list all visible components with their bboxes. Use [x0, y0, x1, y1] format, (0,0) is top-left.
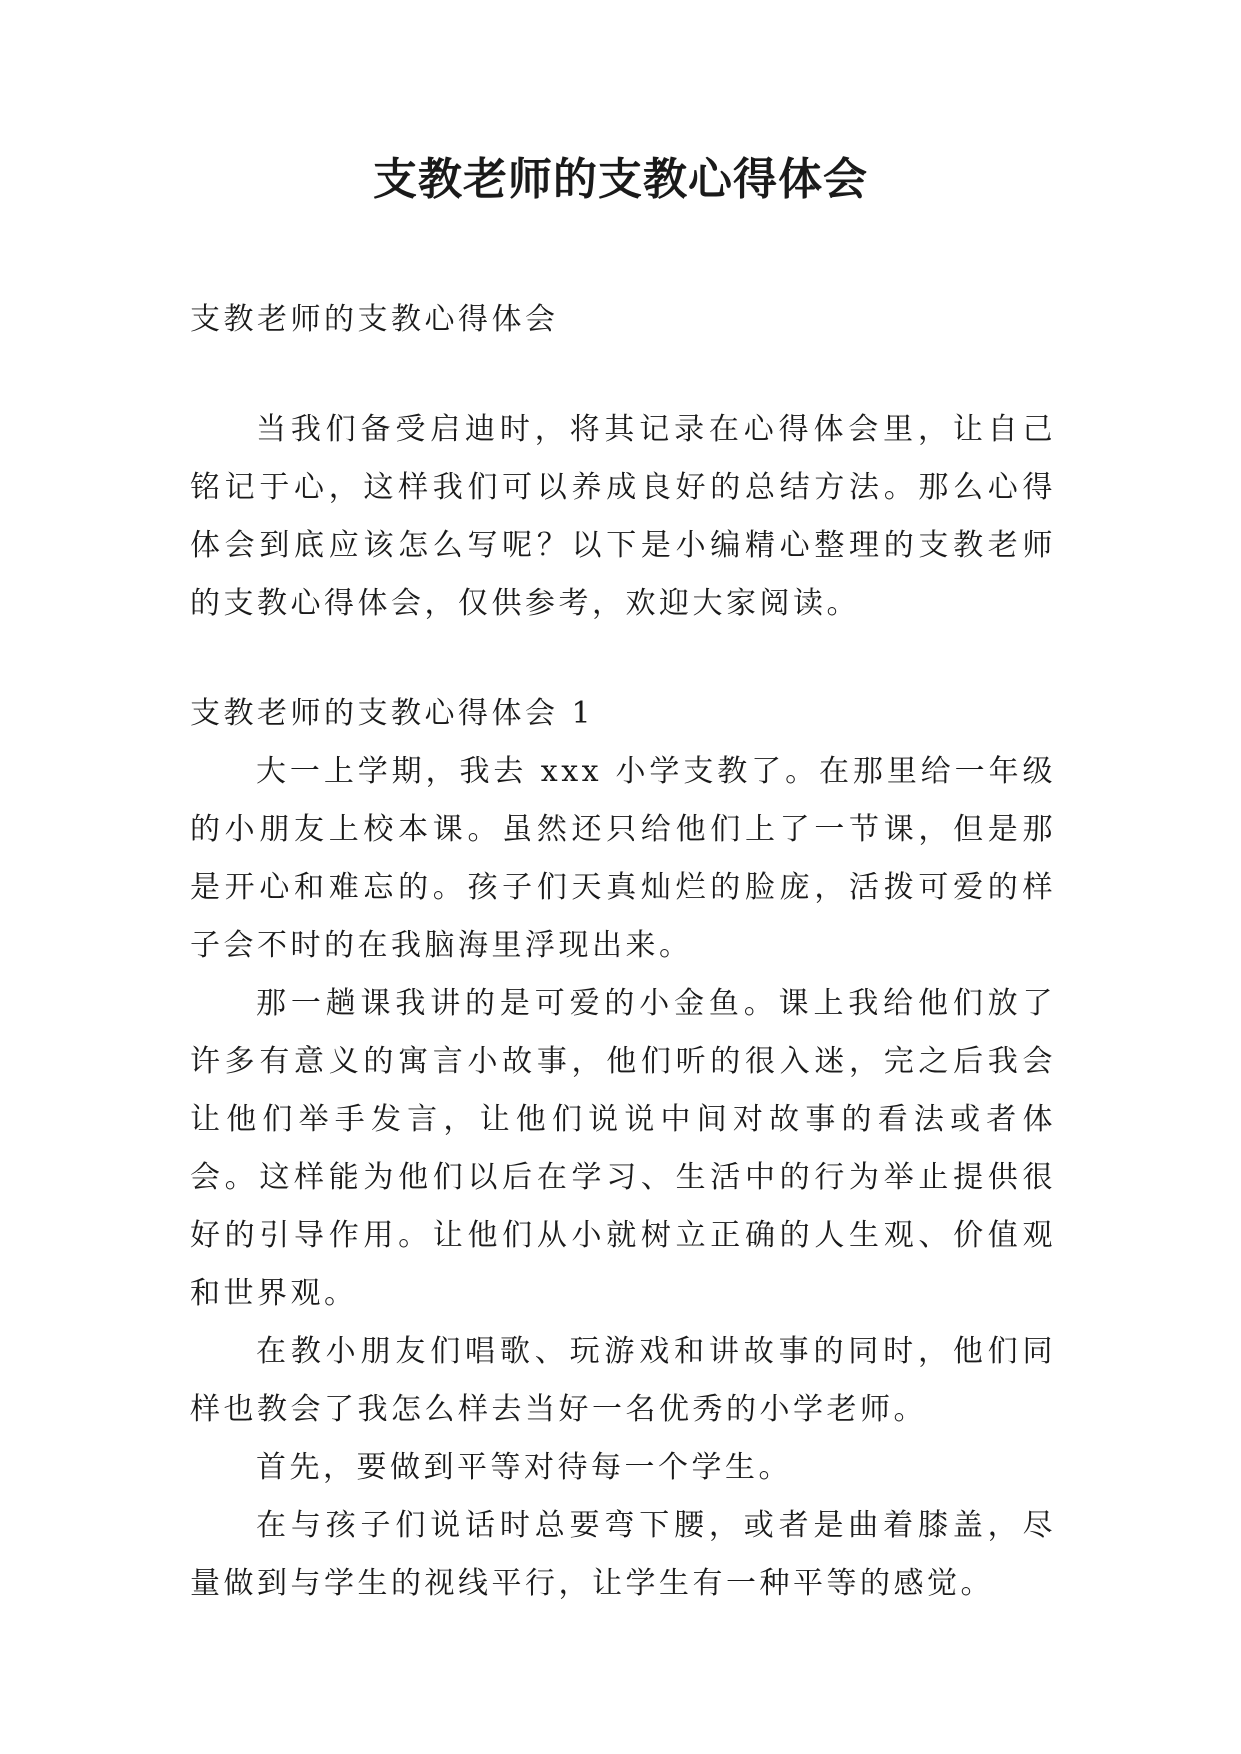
- document-title: 支教老师的支教心得体会: [373, 154, 868, 205]
- document-body: [190, 291, 1056, 1613]
- body-paragraph: 在教小朋友们唱歌、玩游戏和讲故事的同时，他们同样也教会了我怎么样去当好一名优秀的小学老师。: [190, 1334, 1056, 1427]
- body-paragraph: 那一趟课我讲的是可爱的小金鱼。课上我给他们放了许多有意义的寓言小故事，他们听的很入迷，完之后我会让他们举手发言，让他们说说中间对故事的看法或者体会。这样能为他们以后在学习、生活中的行为举止提供很好的引导作用。让他们从小就树立正确的人生观、价值观和世界观。: [190, 986, 1056, 1311]
- intro-paragraph: 当我们备受启迪时，将其记录在心得体会里，让自己铭记于心，这样我们可以养成良好的总结方法。那么心得体会到底应该怎么写呢？以下是小编精心整理的支教老师的支教心得体会，仅供参考，欢迎大家阅读。: [190, 412, 1056, 621]
- spacer: [190, 349, 1056, 401]
- document-subtitle: 支教老师的支教心得体会: [190, 302, 559, 337]
- body-paragraph: 大一上学期，我去 xxx 小学支教了。在那里给一年级的小朋友上校本课。虽然还只给他们上了一节课，但是那是开心和难忘的。孩子们天真灿烂的脸庞，活拨可爱的样子会不时的在我脑海里浮现出来。: [190, 754, 1056, 963]
- section-heading: 支教老师的支教心得体会 1: [190, 696, 595, 731]
- spacer: [190, 633, 1056, 685]
- body-paragraph: 在与孩子们说话时总要弯下腰，或者是曲着膝盖，尽量做到与学生的视线平行，让学生有一种平等的感觉。: [190, 1508, 1056, 1601]
- body-paragraph: 首先，要做到平等对待每一个学生。: [256, 1450, 792, 1485]
